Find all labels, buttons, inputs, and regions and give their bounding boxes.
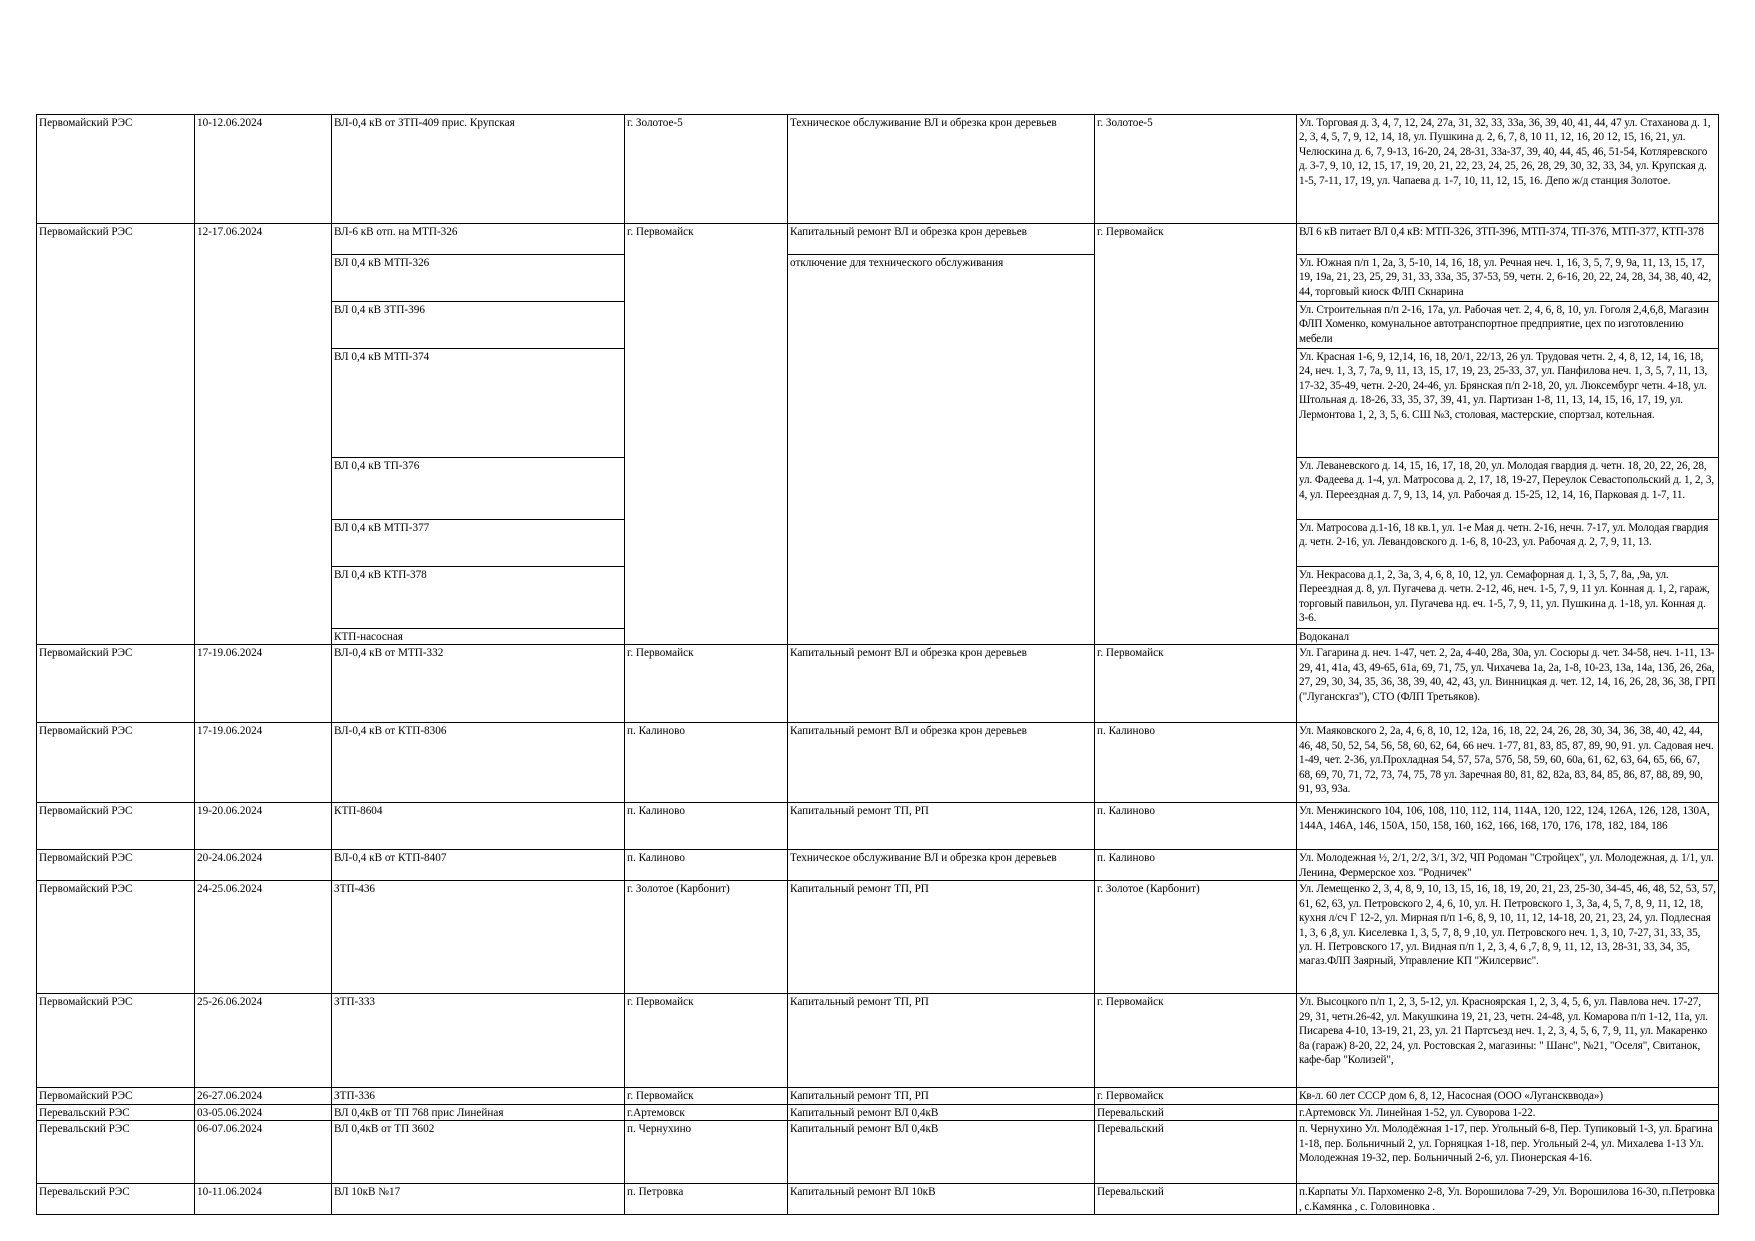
work-type-cell: Капитальный ремонт ВЛ и обрезка крон деревьев	[788, 645, 1095, 723]
locality-cell: г. Первомайск	[625, 1088, 788, 1104]
addresses-cell: ВЛ 6 кВ питает ВЛ 0,4 кВ: МТП-326, ЗТП-396, МТП-374, ТП-376, МТП-377, КТП-378	[1297, 224, 1719, 255]
line-cell: ВЛ 0,4кВ от ТП 3602	[332, 1121, 625, 1184]
addresses-cell: Ул. Южная п/п 1, 2а, 3, 5-10, 14, 16, 18, ул. Речная неч. 1, 16, 3, 5, 7, 9, 9а, 11, 13, 15, 17, 19, 19а, 21, 23, 25, 29, 31, 33, 33а, 35, 37-53, 59, четн. 2, 6-16, 20, 22, 24, 28, 34, 38, 40, 42, 44, торговый киоск ФЛП Скнарина	[1297, 255, 1719, 302]
res-cell: Первомайский РЭС	[37, 723, 195, 803]
table-row	[37, 1088, 1719, 1104]
addresses-cell: п. Чернухино Ул. Молодёжная 1-17, пер. Угольный 6-8, Пер. Тупиковый 1-3, ул. Брагина 1-18, пер. Больничный 2, ул. Горняцкая 1-18, пер. Угольный 2-4, ул. Михалева 1-13 Ул. Молодежная 19-32, пер. Больничный 2-6, ул. Пионерская 4-16.	[1297, 1121, 1719, 1184]
work-type-cell: Капитальный ремонт ТП, РП	[788, 803, 1095, 850]
addresses-cell: Ул. Менжинского 104, 106, 108, 110, 112, 114, 114А, 120, 122, 124, 126А, 126, 128, 130А, 144А, 146А, 146, 150А, 150, 158, 160, 162, 166, 168, 170, 176, 178, 182, 184, 186	[1297, 803, 1719, 850]
work-type-cell: Капитальный ремонт ВЛ 0,4кВ	[788, 1121, 1095, 1184]
dates-cell: 17-19.06.2024	[195, 645, 332, 723]
area-cell: г. Золотое-5	[1095, 115, 1297, 224]
area-cell: г. Золотое (Карбонит)	[1095, 881, 1297, 994]
addresses-cell: Ул. Высоцкого п/п 1, 2, 3, 5-12, ул. Красноярская 1, 2, 3, 4, 5, 6, ул. Павлова неч. 17-27, 29, 31, четн.26-42, ул. Макушкина 19, 21, 23, четн. 24-48, ул. Комарова п/п 1-12, 11а, ул. Писарева 4-10, 13-19, 21, 23, ул. 21 Партсъезд неч. 1, 2, 3, 4, 5, 6, 7, 9, 11, ул. Макаренко 8а (гараж) 8-20, 22, 24, ул. Ростовская 2, магазины: " Шанс", №21, "Оселя", Свитанок, кафе-бар "Колизей",	[1297, 994, 1719, 1088]
table-row	[37, 1184, 1719, 1215]
table-row	[37, 224, 1719, 255]
locality-cell: п. Чернухино	[625, 1121, 788, 1184]
table-row	[37, 803, 1719, 850]
dates-cell: 25-26.06.2024	[195, 994, 332, 1088]
addresses-cell: Ул. Леваневского д. 14, 15, 16, 17, 18, 20, ул. Молодая гвардия д. четн. 18, 20, 22, 26, 28, ул. Фадеева д. 1-4, ул. Матросова д. 2, 17, 18, 19-27, Переулок Севастопольский д. 1, 2, 3, 4, ул. Переездная д. 7, 9, 13, 14, ул. Рабочая д. 15-25, 12, 14, 16, Парковая д. 1-7, 11.	[1297, 458, 1719, 520]
res-cell: Первомайский РЭС	[37, 881, 195, 994]
addresses-cell: Ул. Гагарина д. неч. 1-47, чет. 2, 2а, 4-40, 28а, 30а, ул. Сосюры д. чет. 34-58, неч. 1-11, 13-29, 41, 41а, 43, 49-65, 61а, 69, 71, 75, ул. Чихачева 1а, 2а, 1-8, 10-23, 13а, 14а, 13б, 26, 26а, 27, 29, 30, 34, 35, 36, 38, 39, 40, 42, 43, ул. Винницкая д. чет. 12, 14, 16, 26, 28, 36, 38, ГРП ("Луганскгаз"), СТО (ФЛП Третьяков).	[1297, 645, 1719, 723]
line-cell: ЗТП-436	[332, 881, 625, 994]
line-cell: ВЛ 0,4 кВ МТП-377	[332, 520, 625, 567]
line-cell: ВЛ 0,4 кВ ЗТП-396	[332, 302, 625, 349]
addresses-cell: Водоканал	[1297, 629, 1719, 645]
addresses-cell: Ул. Лемещенко 2, 3, 4, 8, 9, 10, 13, 15, 16, 18, 19, 20, 21, 23, 25-30, 34-45, 46, 48, 52, 53, 57, 61, 62, 63, ул. Петровского 2, 4, 6, 10, ул. Н. Петровского 1, 3, 3а, 4, 5, 7, 8, 9, 11, 12, 18, кухня л/сч Г 12-2, ул. Мирная п/п 1-6, 8, 9, 10, 11, 12, 14-18, 20, 21, 23, 24, ул. Подлесная 1, 3, 6 ,8, ул. Киселевка 1, 3, 5, 7, 8, 9 ,10, ул. Петровского неч. 1, 3, 10, 7-27, 31, 33, 35, ул. Н. Петровского 17, ул. Видная п/п 1, 2, 3, 4, 6 ,7, 8, 9, 11, 12, 13, 28-31, 33, 34, 35, магаз.ФЛП Заярный, Управление КП "Жилсервис".	[1297, 881, 1719, 994]
dates-cell: 03-05.06.2024	[195, 1104, 332, 1120]
line-cell: КТП-насосная	[332, 629, 625, 645]
res-cell: Первомайский РЭС	[37, 1088, 195, 1104]
area-cell: г. Первомайск	[1095, 994, 1297, 1088]
line-cell: ЗТП-336	[332, 1088, 625, 1104]
area-cell: Перевальский	[1095, 1121, 1297, 1184]
locality-cell: г. Первомайск	[625, 994, 788, 1088]
work-type-cell: Капитальный ремонт ТП, РП	[788, 881, 1095, 994]
addresses-cell: Ул. Маяковского 2, 2а, 4, 6, 8, 10, 12, 12а, 16, 18, 22, 24, 26, 28, 30, 34, 36, 38, 40, 42, 44, 46, 48, 50, 52, 54, 56, 58, 60, 62, 64, 66 неч. 1-77, 81, 83, 85, 87, 89, 90, 91. ул. Садовая неч. 1-49, чет. 2-36, ул.Прохладная 54, 57, 57а, 57б, 58, 59, 60, 60а, 61, 62, 63, 64, 65, 66, 67, 68, 69, 70, 71, 72, 73, 74, 75, 78 ул. Заречная 80, 81, 82, 82а, 83, 84, 85, 86, 87, 88, 89, 90, 91, 93, 93а.	[1297, 723, 1719, 803]
locality-cell: г.Артемовск	[625, 1104, 788, 1120]
res-cell: Перевальский РЭС	[37, 1104, 195, 1120]
line-cell: ВЛ-0,4 кВ от ЗТП-409 прис. Крупская	[332, 115, 625, 224]
line-cell: ВЛ-0,4 кВ от МТП-332	[332, 645, 625, 723]
work-type-cell: Капитальный ремонт ВЛ и обрезка крон деревьев	[788, 224, 1095, 255]
res-cell: Первомайский РЭС	[37, 224, 195, 645]
work-type-cell: Капитальный ремонт ТП, РП	[788, 994, 1095, 1088]
locality-cell: п. Калиново	[625, 850, 788, 881]
table-row	[37, 850, 1719, 881]
line-cell: ВЛ 0,4 кВ ТП-376	[332, 458, 625, 520]
locality-cell: г. Золотое-5	[625, 115, 788, 224]
addresses-cell: г.Артемовск Ул. Линейная 1-52, ул. Суворова 1-22.	[1297, 1104, 1719, 1120]
res-cell: Перевальский РЭС	[37, 1121, 195, 1184]
line-cell: ВЛ-0,4 кВ от КТП-8306	[332, 723, 625, 803]
locality-cell: г. Первомайск	[625, 645, 788, 723]
work-type-cell: Капитальный ремонт ВЛ 10кВ	[788, 1184, 1095, 1215]
res-cell: Первомайский РЭС	[37, 645, 195, 723]
dates-cell: 10-11.06.2024	[195, 1184, 332, 1215]
area-cell: г. Первомайск	[1095, 1088, 1297, 1104]
dates-cell: 19-20.06.2024	[195, 803, 332, 850]
work-type-cell: Капитальный ремонт ВЛ 0,4кВ	[788, 1104, 1095, 1120]
area-cell: г. Первомайск	[1095, 224, 1297, 645]
work-type-cell: отключение для технического обслуживания	[788, 255, 1095, 645]
locality-cell: п. Калиново	[625, 803, 788, 850]
area-cell: п. Калиново	[1095, 723, 1297, 803]
table-row	[37, 1104, 1719, 1120]
work-type-cell: Техническое обслуживание ВЛ и обрезка крон деревьев	[788, 115, 1095, 224]
addresses-cell: Ул. Некрасова д.1, 2, 3а, 3, 4, 6, 8, 10, 12, ул. Семафорная д. 1, 3, 5, 7, 8а, ,9а, ул. Переездная д. 8, ул. Пугачева д. четн. 2-12, 46, неч. 1-5, 7, 9, 11 ул. Конная д. 1, 2, гараж, торговый павильон, ул. Пугачева нд. еч. 1-5, 7, 9, 11, ул. Пушкина д. 1-18, ул. Конная д. 3-6.	[1297, 567, 1719, 629]
addresses-cell: Ул. Строительная п/п 2-16, 17а, ул. Рабочая чет. 2, 4, 6, 8, 10, ул. Гоголя 2,4,6,8, Магазин ФЛП Хоменко, комунальное автотранспортное предприятие, цех по изготовлению мебели	[1297, 302, 1719, 349]
work-type-cell: Капитальный ремонт ТП, РП	[788, 1088, 1095, 1104]
res-cell: Первомайский РЭС	[37, 803, 195, 850]
line-cell: ЗТП-333	[332, 994, 625, 1088]
area-cell: Перевальский	[1095, 1104, 1297, 1120]
locality-cell: г. Золотое (Карбонит)	[625, 881, 788, 994]
addresses-cell: Ул. Матросова д.1-16, 18 кв.1, ул. 1-е Мая д. четн. 2-16, нечн. 7-17, ул. Молодая гвардия д. четн. 2-16, ул. Левандовского д. 1-6, 8, 10-23, ул. Рабочая д. 2, 7, 9, 11, 13.	[1297, 520, 1719, 567]
table-row	[37, 1121, 1719, 1184]
dates-cell: 17-19.06.2024	[195, 723, 332, 803]
dates-cell: 06-07.06.2024	[195, 1121, 332, 1184]
locality-cell: г. Первомайск	[625, 224, 788, 645]
line-cell: ВЛ-6 кВ отп. на МТП-326	[332, 224, 625, 255]
dates-cell: 12-17.06.2024	[195, 224, 332, 645]
table-row	[37, 115, 1719, 224]
work-type-cell: Техническое обслуживание ВЛ и обрезка крон деревьев	[788, 850, 1095, 881]
dates-cell: 20-24.06.2024	[195, 850, 332, 881]
line-cell: ВЛ 10кВ №17	[332, 1184, 625, 1215]
table-body	[37, 115, 1719, 1215]
line-cell: ВЛ 0,4кВ от ТП 768 прис Линейная	[332, 1104, 625, 1120]
table-row	[37, 994, 1719, 1088]
area-cell: п. Калиново	[1095, 850, 1297, 881]
line-cell: ВЛ 0,4 кВ КТП-378	[332, 567, 625, 629]
line-cell: ВЛ-0,4 кВ от КТП-8407	[332, 850, 625, 881]
line-cell: КТП-8604	[332, 803, 625, 850]
locality-cell: п. Калиново	[625, 723, 788, 803]
res-cell: Первомайский РЭС	[37, 115, 195, 224]
area-cell: г. Первомайск	[1095, 645, 1297, 723]
addresses-cell: Ул. Торговая д. 3, 4, 7, 12, 24, 27а, 31, 32, 33, 33а, 36, 39, 40, 41, 44, 47 ул. Стаханова д. 1, 2, 3, 4, 5, 7, 9, 12, 14, 18, ул. Пушкина д. 2, 6, 7, 8, 10 11, 12, 16, 20 12, 15, 16, 21, ул. Челюскина д. 6, 7, 9-13, 16-20, 24, 28-31, 33а-37, 39, 40, 44, 45, 46, 51-54, Котляревского д. 3-7, 9, 10, 12, 15, 17, 19, 20, 21, 22, 23, 24, 25, 26, 28, 29, 30, 32, 33, 34, ул. Крупская д. 1-5, 7-11, 17, 19, ул. Чапаева д. 1-7, 10, 11, 12, 15, 16. Депо ж/д станция Золотое.	[1297, 115, 1719, 224]
line-cell: ВЛ 0,4 кВ МТП-374	[332, 349, 625, 458]
table-row	[37, 723, 1719, 803]
area-cell: Перевальский	[1095, 1184, 1297, 1215]
work-type-cell: Капитальный ремонт ВЛ и обрезка крон деревьев	[788, 723, 1095, 803]
res-cell: Перевальский РЭС	[37, 1184, 195, 1215]
dates-cell: 24-25.06.2024	[195, 881, 332, 994]
locality-cell: п. Петровка	[625, 1184, 788, 1215]
table-row	[37, 881, 1719, 994]
table-row	[37, 645, 1719, 723]
area-cell: п. Калиново	[1095, 803, 1297, 850]
res-cell: Первомайский РЭС	[37, 850, 195, 881]
res-cell: Первомайский РЭС	[37, 994, 195, 1088]
line-cell: ВЛ 0,4 кВ МТП-326	[332, 255, 625, 302]
outage-schedule-table	[36, 114, 1719, 1215]
dates-cell: 26-27.06.2024	[195, 1088, 332, 1104]
addresses-cell: п.Карпаты Ул. Пархоменко 2-8, Ул. Ворошилова 7-29, Ул. Ворошилова 16-30, п.Петровка , с.Камянка , с. Головиновка .	[1297, 1184, 1719, 1215]
addresses-cell: Ул. Красная 1-6, 9, 12,14, 16, 18, 20/1, 22/13, 26 ул. Трудовая четн. 2, 4, 8, 12, 14, 16, 18, 24, неч. 1, 3, 7, 7а, 9, 11, 13, 15, 17, 19, 23, 25-33, 37, ул. Панфилова неч. 1, 3, 5, 7, 11, 13, 17-32, 35-49, четн. 2-20, 24-46, ул. Брянская п/п 2-18, 20, ул. Люксембург четн. 4-18, ул. Штольная д. 18-26, 33, 35, 37, 39, 41, ул. Партизан 1-8, 11, 13, 14, 15, 16, 17, 19, ул. Лермонтова 1, 2, 3, 5, 6. СШ №3, столовая, мастерские, спортзал, котельная.	[1297, 349, 1719, 458]
dates-cell: 10-12.06.2024	[195, 115, 332, 224]
addresses-cell: Кв-л. 60 лет СССР дом 6, 8, 12, Насосная (ООО «Луганскввода»)	[1297, 1088, 1719, 1104]
addresses-cell: Ул. Молодежная ½, 2/1, 2/2, 3/1, 3/2, ЧП Родоман "Стройцех", ул. Молодежная, д. 1/1, ул. Ленина, Фермерское хоз. "Родничек"	[1297, 850, 1719, 881]
